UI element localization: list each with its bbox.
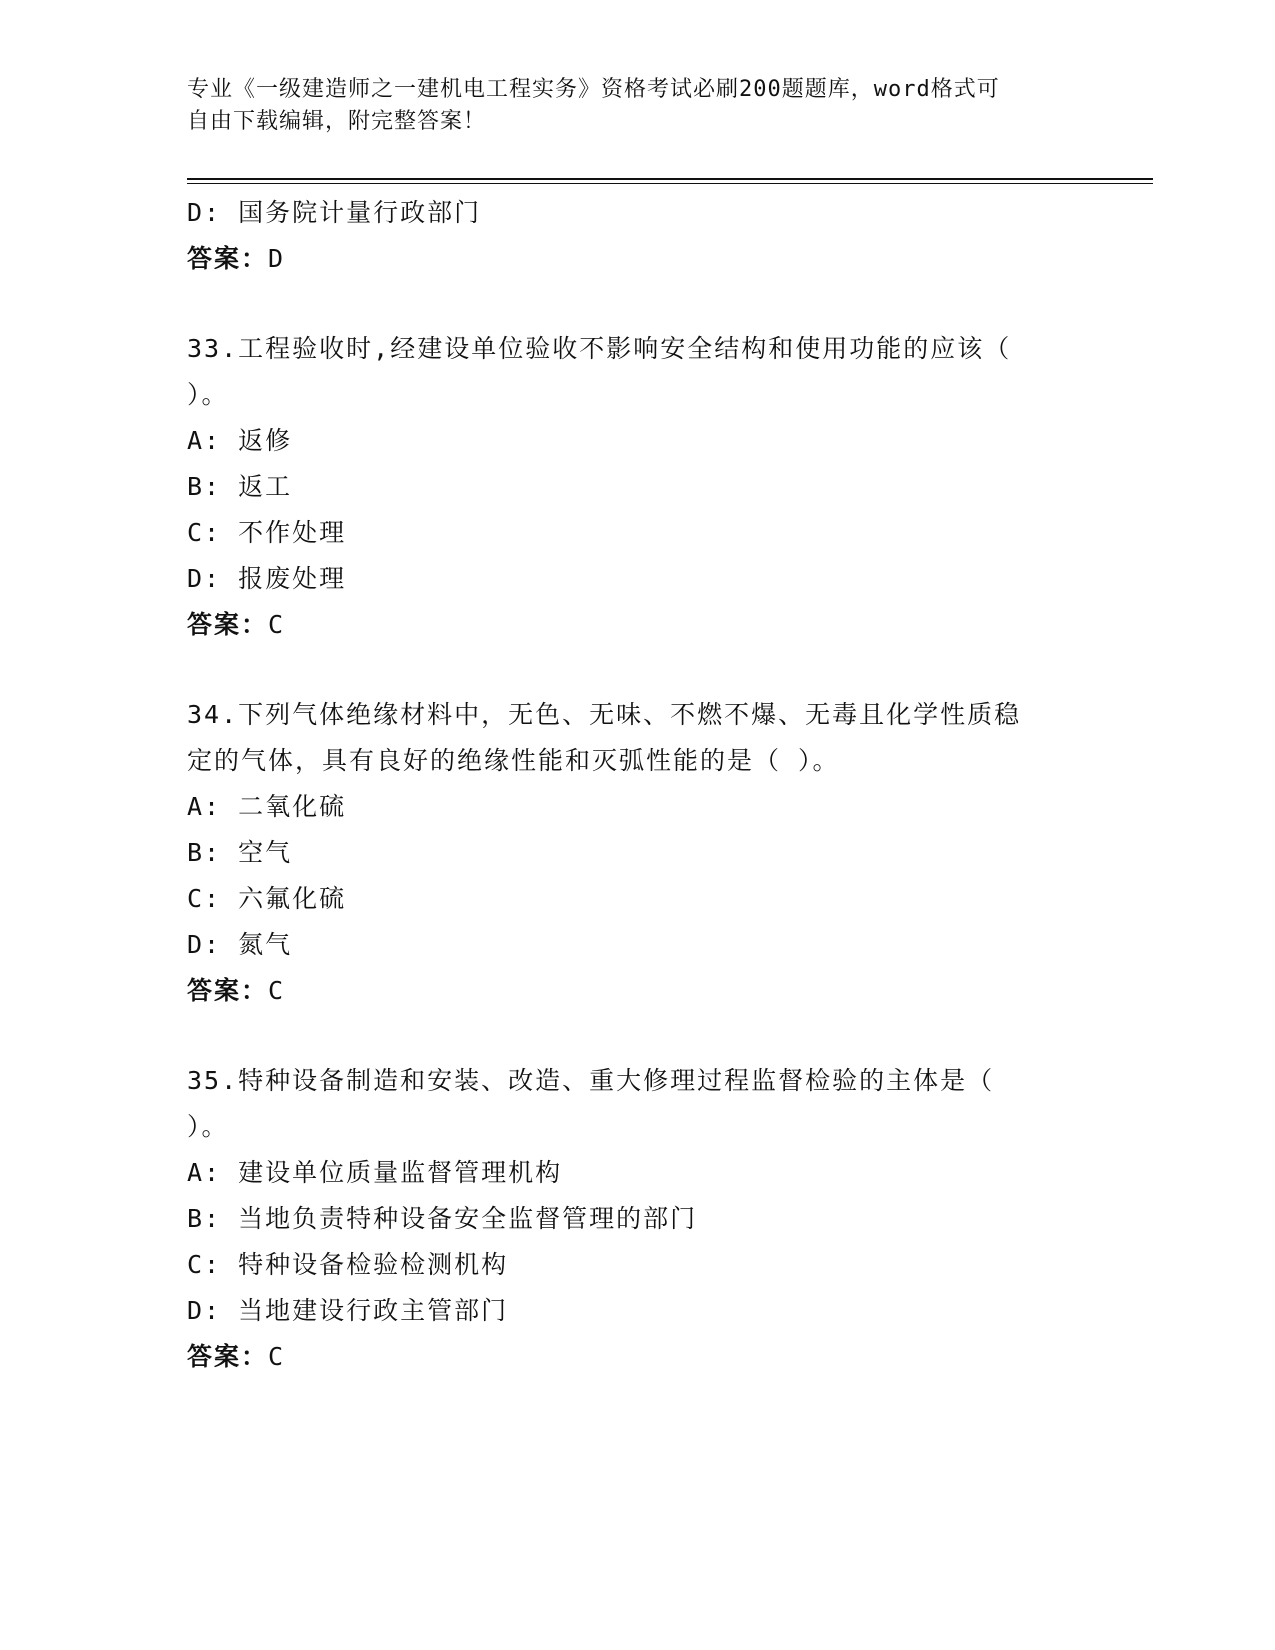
answer-label: 答案： [187,610,269,639]
question-text: 工程验收时,经建设单位验收不影响安全结构和使用功能的应该（ [238,334,1012,363]
question-number: 34. [187,700,239,729]
answer-value: C [268,610,286,639]
question-stem-line-2: 定的气体，具有良好的绝缘性能和灭弧性能的是（ ）。 [187,746,840,775]
answer [187,1334,1067,1380]
question-stem-line-2: ）。 [187,1112,229,1141]
answer [187,602,1067,648]
question-stem-line-1 [187,692,1067,738]
header-line-2: 自由下载编辑，附完整答案！ [187,109,487,134]
option-d: D: 报废处理 [187,564,347,593]
answer-label: 答案： [187,244,269,273]
answer-value: C [268,1342,286,1371]
option-b: B: 空气 [187,838,293,867]
option-a: A: 二氧化硫 [187,792,347,821]
question-stem-line-2: ）。 [187,380,229,409]
answer-label: 答案： [187,976,269,1005]
option-c: C: 六氟化硫 [187,884,347,913]
header-divider-thick [187,178,1153,180]
option-d: D: 氮气 [187,930,293,959]
option-a: A: 返修 [187,426,293,455]
header-divider-thin [187,183,1153,184]
answer-value: D [268,244,286,273]
option-a: A: 建设单位质量监督管理机构 [187,1158,563,1187]
question-35 [187,1058,1067,1380]
option-d: D: 当地建设行政主管部门 [187,1296,509,1325]
question-33 [187,326,1067,648]
question-number: 33. [187,334,239,363]
question-text: 特种设备制造和安装、改造、重大修理过程监督检验的主体是（ [238,1066,995,1095]
option-c: C: 不作处理 [187,518,347,547]
option-b: B: 当地负责特种设备安全监督管理的部门 [187,1204,698,1233]
spacer [187,648,1067,692]
option-c: C: 特种设备检验检测机构 [187,1250,509,1279]
question-number: 35. [187,1066,239,1095]
spacer [187,1014,1067,1058]
question-stem-line-1 [187,326,1067,372]
answer-label: 答案： [187,1342,269,1371]
prev-answer [187,236,1067,282]
question-text: 下列气体绝缘材料中，无色、无味、不燃不爆、无毒且化学性质稳 [238,700,1022,729]
answer [187,968,1067,1014]
answer-value: C [268,976,286,1005]
prev-option-d: D: 国务院计量行政部门 [187,198,482,227]
document-header [187,74,1067,138]
spacer [187,282,1067,326]
header-line-1: 专业《一级建造师之一建机电工程实务》资格考试必刷200题题库，word格式可 [187,77,1000,102]
question-list [187,190,1067,1380]
question-stem-line-1 [187,1058,1067,1104]
option-b: B: 返工 [187,472,293,501]
question-34 [187,692,1067,1014]
